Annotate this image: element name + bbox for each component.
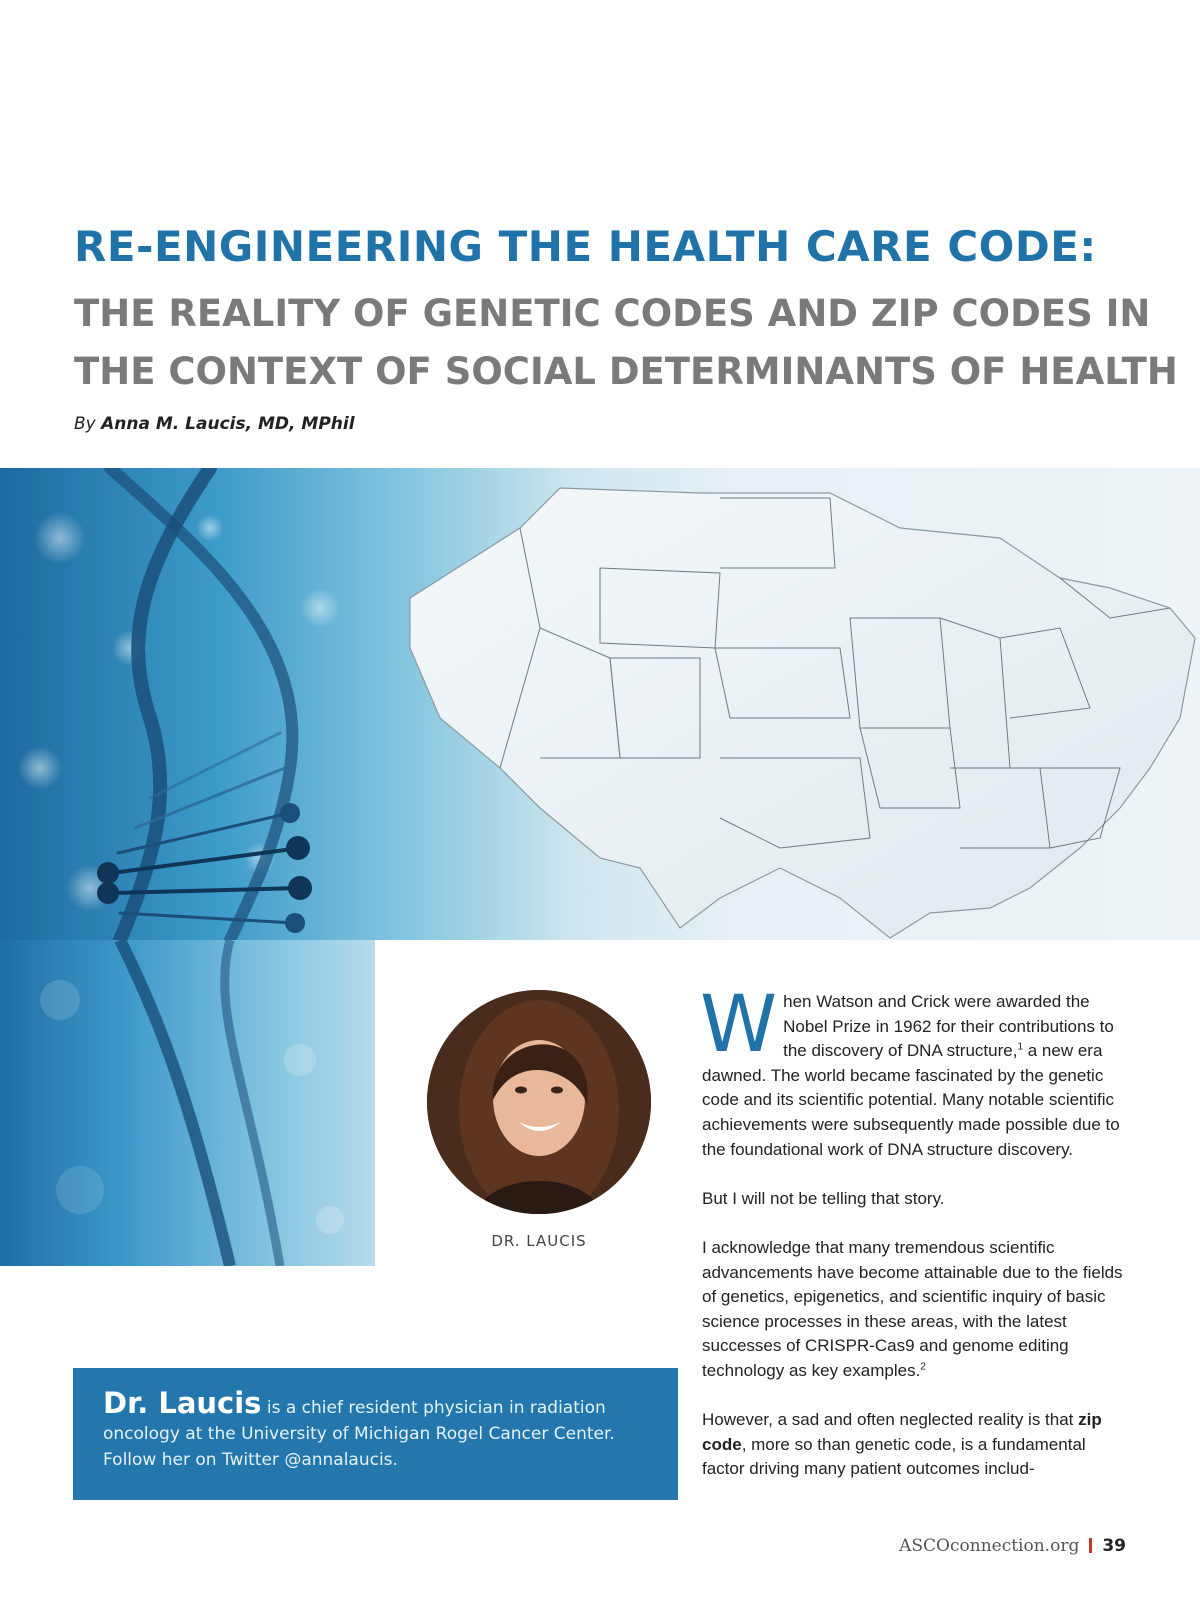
portrait-photo-icon <box>427 990 651 1214</box>
author-name: Anna M. Laucis, MD, MPhil <box>101 414 355 434</box>
us-map-icon <box>410 488 1195 938</box>
page-number: 39 <box>1102 1536 1126 1556</box>
bio-name: Dr. Laucis <box>103 1386 262 1420</box>
paragraph-1-text: hen Watson and Crick were awarded the Nobel Prize in 1962 for their contributions to the discovery of DNA structure, <box>783 992 1114 1061</box>
paragraph-1 <box>700 980 1132 1162</box>
dna-image-lower <box>0 940 375 1266</box>
paragraph-3-text: I acknowledge that many tremendous scientific advancements have become attainable due to the fields of genetics, epigenetics, and scientific inquiry of basic science processes in these areas, with the latest successes of CRISPR-Cas9 and genome editing technology as key examples. <box>702 1237 1123 1380</box>
paragraph-4-bold: zip code <box>702 1410 1102 1454</box>
drop-cap: W <box>700 980 778 1070</box>
article-body <box>700 980 1132 1506</box>
paragraph-4 <box>702 1408 1132 1482</box>
reference-1: 1 <box>1017 1041 1024 1053</box>
author-bio-box <box>73 1368 678 1500</box>
reference-2: 2 <box>920 1361 926 1373</box>
paragraph-3 <box>702 1236 1132 1384</box>
paragraph-4-start: However, a sad and often neglected reality is that <box>702 1410 1079 1430</box>
page-footer <box>899 1536 1126 1556</box>
dna-helix-lower-icon <box>0 940 375 1266</box>
portrait-caption: DR. LAUCIS <box>491 1232 587 1250</box>
article-title: RE-ENGINEERING THE HEALTH CARE CODE: <box>74 222 1097 271</box>
footer-site: ASCOconnection.org <box>899 1536 1080 1556</box>
author-portrait <box>427 990 651 1214</box>
paragraph-1-tail: a new era dawned. The world became fascinated by the genetic code and its scientific potential. Many notable scientific achievements were subsequently made possible due to the foundational work of DNA structure discovery. <box>702 1041 1120 1159</box>
article-subtitle <box>74 285 1178 401</box>
subtitle-line-2: THE CONTEXT OF SOCIAL DETERMINANTS OF HEALTH <box>74 350 1178 393</box>
bio-text: is a chief resident physician in radiation oncology at the University of Michigan Rogel Cancer Center. Follow her on Twitter @annalaucis. <box>103 1398 615 1470</box>
footer-separator <box>1089 1538 1092 1553</box>
hero-illustration <box>0 468 1200 940</box>
paragraph-4-end: , more so than genetic code, is a fundamental factor driving many patient outcomes includ- <box>702 1434 1086 1479</box>
byline-prefix: By <box>74 414 96 434</box>
paragraph-2: But I will not be telling that story. <box>702 1188 945 1208</box>
hero-image-dna-and-us-map <box>0 468 1200 940</box>
byline <box>74 414 355 434</box>
subtitle-line-1: THE REALITY OF GENETIC CODES AND ZIP CODES IN <box>74 292 1151 335</box>
